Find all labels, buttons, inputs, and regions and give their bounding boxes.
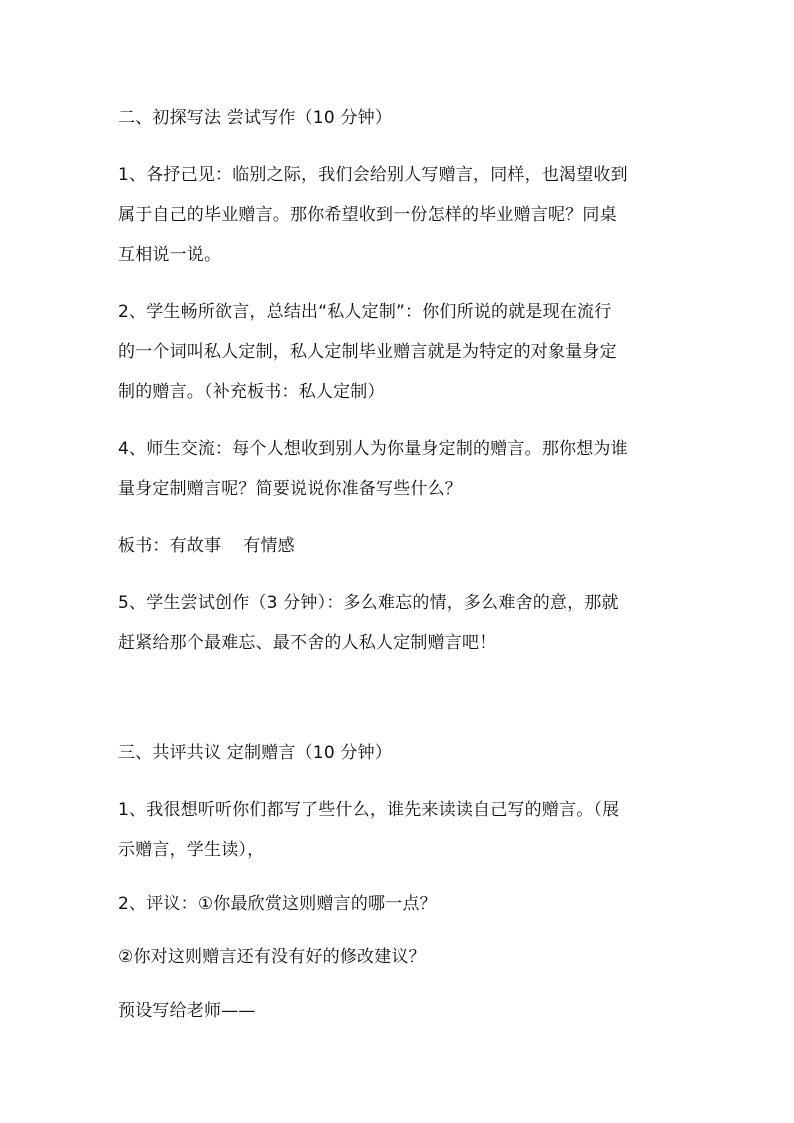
section-three-item-1-line-1: 1、我很想听听你们都写了些什么，谁先来读读自己写的赠言。（展	[118, 800, 620, 820]
section-two-item-4-line-1: 4、师生交流：每个人想收到别人为你量身定制的赠言。那你想为谁	[118, 439, 628, 459]
section-two-item-2-line-3: 制的赠言。（补充板书：私人定制）	[118, 382, 385, 402]
section-two-heading: 二、初探写法 尝试写作（10 分钟）	[118, 108, 393, 128]
section-two-item-5-line-2: 赶紧给那个最难忘、最不舍的人私人定制赠言吧！	[118, 633, 497, 653]
section-two-item-1-line-2: 属于自己的毕业赠言。那你希望收到一份怎样的毕业赠言呢？同桌	[118, 205, 617, 225]
section-two-item-2-line-1: 2、学生畅所欲言，总结出“私人定制”：你们所说的就是现在流行	[118, 302, 612, 322]
section-two-item-2-line-2: 的一个词叫私人定制，私人定制毕业赠言就是为特定的对象量身定	[118, 342, 617, 362]
section-three-preset: 预设写给老师——	[118, 1001, 256, 1021]
section-two-item-1-line-1: 1、各抒己见：临别之际，我们会给别人写赠言，同样，也渴望收到	[118, 165, 628, 185]
section-three-item-2: 2、评议：①你最欣赏这则赠言的哪一点？	[118, 894, 437, 914]
section-three-heading: 三、共评共议 定制赠言（10 分钟）	[118, 743, 393, 763]
board-note	[118, 535, 295, 557]
section-three-item-1-line-2: 示赠言，学生读），	[118, 840, 265, 860]
section-two-item-1-line-3: 互相说一说。	[118, 245, 222, 265]
board-note-value: 有情感	[243, 536, 295, 556]
section-two-item-4-line-2: 量身定制赠言呢？简要说说你准备写些什么？	[118, 479, 462, 499]
section-three-item-2-sub: ②你对这则赠言还有没有好的修改建议？	[118, 947, 426, 967]
section-two-item-5-line-1: 5、学生尝试创作（3 分钟）：多么难忘的情，多么难舍的意，那就	[118, 593, 619, 613]
board-note-label: 板书：有故事	[118, 536, 222, 556]
